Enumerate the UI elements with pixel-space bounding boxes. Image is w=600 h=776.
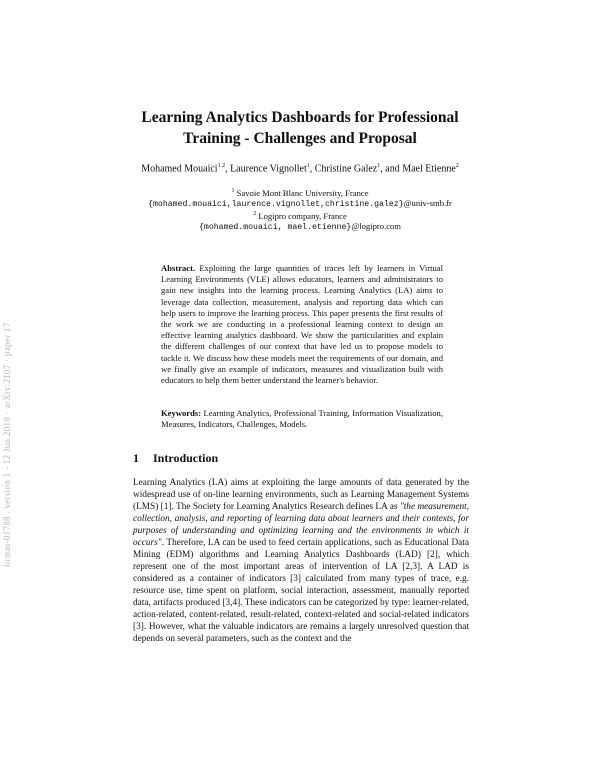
- abstract-text: Exploiting the large quantities of traces left by learners in Virtual Learning Environments (VLE) allows educators, learners and administrators to gain new insights into the learning process. Learning Analytics (LA) aims to leverage data collection, measurement, analysis and reporting data which can help users to improve the learning process. This paper presents the first results of the work we are conducting in a professional learning context to design an effective learning analytics dashboard. We show the particularities and explain the different challenges of our context that have led us to propose models to tackle it. We discuss how these models meet the requirements of our domain, and we finally give an example of indicators, measures and visualization built with educators to help them better understand the learner's behavior.: [161, 263, 443, 386]
- author-3: Christine Galez: [314, 163, 378, 175]
- author-1: Mohamed Mouaici: [141, 163, 218, 175]
- intro-quote: "the measurement, collection, analysis, and reporting of learning data about learners and their contexts, for purposes of understanding and optimizing learning and the environments in which it occurs": [133, 502, 469, 548]
- keywords: [161, 408, 443, 430]
- affiliation-2-domain: @logipro.com: [351, 221, 401, 231]
- title-line-1: Learning Analytics Dashboards for Professional: [141, 109, 459, 126]
- section-title: Introduction: [153, 451, 219, 465]
- keywords-text: Learning Analytics, Professional Training, Information Visualization, Measures, Indicators, Challenges, Models.: [161, 408, 443, 430]
- author-4-sup: 2: [455, 163, 459, 169]
- author-4-prefix: , and: [380, 163, 403, 175]
- affiliation-1-emails: {mohamed.mouaici,laurence.vignollet,christine.galez}: [148, 200, 404, 209]
- paper-title: [100, 107, 500, 149]
- intro-text-2: . Therefore, LA can be used to feed certain applications, such as Educational Data Mining (EDM) algorithms and Learning Analytics Dashboards (LAD) [2], which represent one of the most important areas of intervention of LA [2,3]. A LAD is considered as a container of indicators [3] calculated from many types of trace, e.g. resource use, time spent on platform, social interaction, assessment, manually reported data, artifacts produced [3,4]. These indicators can be categorized by type: learner-related, action-related, content-related, result-related, context-related and social-related indicators [3]. However, what the valuable indicators are remains a largely unresolved question that depends on several parameters, such as the context and the: [133, 538, 469, 644]
- author-2: Laurence Vignollet: [230, 163, 307, 175]
- intro-paragraph: [133, 477, 469, 645]
- affiliation-2-name: Logipro company, France: [258, 210, 347, 221]
- side-stamp: lirmm-01788 . version 1 - 12 Jun 2018 · arXiv:2107 · paper 17: [2, 322, 12, 568]
- intro-text-1: Learning Analytics (LA) aims at exploiting the large amounts of data generated by the widespread use of on-line learning environments, such as Learning Management Systems (LMS) [1]. The Society for Learning Analytics Research defines LA as: [133, 478, 469, 512]
- author-list: Mohamed Mouaici$^{1 2}$, Laurence Vignollet$^1$, Christine Galez$^1$, and Mael Etienne$^2$: [141, 163, 459, 175]
- author-4: Mael Etienne: [402, 163, 456, 175]
- author-1-sup: 1 2: [217, 163, 226, 169]
- affiliation-2-sup: 2: [253, 211, 257, 217]
- author-3-sup: 1: [377, 163, 381, 169]
- abstract: [161, 263, 443, 386]
- abstract-label: Abstract.: [161, 263, 196, 273]
- affiliation-1-domain: @univ-smb.fr: [403, 198, 452, 208]
- author-2-sup: 1: [306, 163, 310, 169]
- affiliation-2-emails: {mohamed.mouaici, mael.etienne}: [199, 223, 352, 232]
- section-heading: [133, 451, 218, 466]
- section-number: 1: [133, 451, 139, 465]
- affiliation-2-email: [100, 221, 500, 233]
- affiliation-1-sup: 1: [231, 188, 235, 194]
- affiliation-1-name: Savoie Mont Blanc University, France: [236, 187, 369, 198]
- keywords-label: Keywords:: [161, 408, 202, 418]
- title-line-2: Training - Challenges and Proposal: [183, 130, 417, 147]
- affiliation-1: [100, 186, 500, 199]
- affiliation-2: [100, 209, 500, 222]
